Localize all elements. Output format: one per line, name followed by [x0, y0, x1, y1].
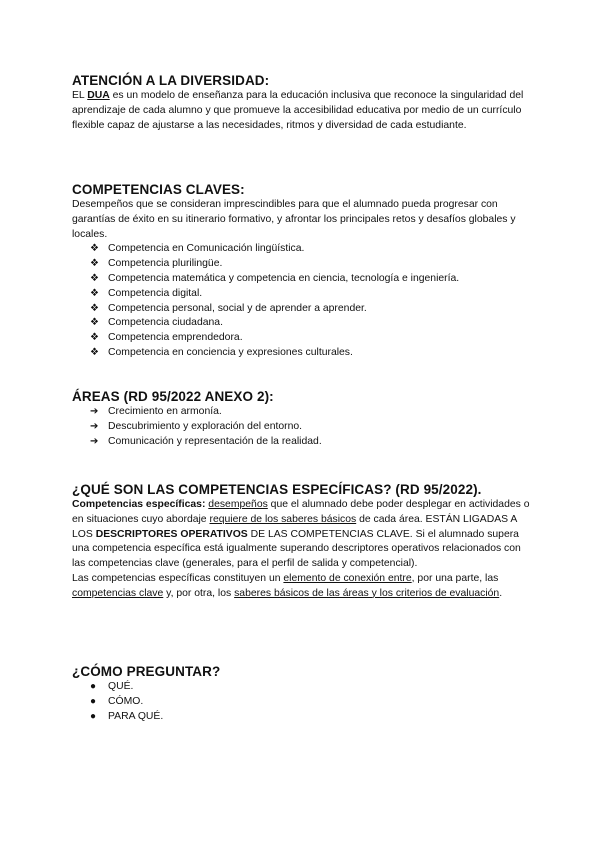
list-item: [90, 242, 532, 257]
dot-bullet-icon: ●: [90, 681, 97, 692]
section-title: ATENCIÓN A LA DIVERSIDAD:: [72, 73, 270, 88]
bold-run: Competencias específicas:: [72, 499, 206, 510]
section-como-preguntar: [72, 663, 532, 724]
list-item: [90, 405, 532, 420]
list-item-text: Competencia digital.: [108, 287, 203, 299]
list-item-text: Competencia en Comunicación lingüística.: [108, 243, 305, 255]
list-item: [90, 680, 532, 695]
diamond-bullet-icon: ❖: [90, 317, 99, 329]
preguntar-list: [72, 680, 532, 724]
list-item-text: Competencia matemática y competencia en ciencia, tecnología e ingeniería.: [108, 272, 460, 284]
dua-term: DUA: [87, 90, 110, 101]
section-diversidad: [72, 72, 532, 133]
arrow-bullet-icon: ➔: [90, 435, 99, 447]
dot-bullet-icon: ●: [90, 695, 97, 707]
list-item: [90, 346, 532, 361]
diamond-bullet-icon: ❖: [90, 346, 99, 358]
section-title: ¿CÓMO PREGUNTAR?: [72, 664, 221, 679]
list-item: [90, 710, 532, 725]
list-item-text: Competencia personal, social y de aprender a aprender.: [108, 302, 367, 314]
list-item: [90, 435, 532, 450]
list-item-text: CÓMO.: [108, 695, 144, 707]
especificas-paragraph-1: [72, 498, 532, 572]
list-item: [90, 302, 532, 317]
underlined-run: elemento de conexión entre: [283, 572, 412, 584]
dot-bullet-icon: ●: [90, 710, 97, 722]
section-competencias-especificas: [72, 481, 532, 602]
section-title: COMPETENCIAS CLAVES:: [72, 182, 245, 197]
text-run: es un modelo de enseñanza para la educación inclusiva que reconoce la singularidad del aprendizaje de cada alumno y que promueve la accesibilidad educativa por medio de un currículo flexible capaz de ajustarse a las necesidades, ritmos y diversidad de cada estudiante.: [72, 90, 524, 131]
text-run: que el alumnado debe poder desplegar en actividades o en situaciones cuyo abordaje: [72, 499, 530, 525]
list-item: [90, 420, 532, 435]
list-item-text: Competencia ciudadana.: [108, 317, 223, 329]
bold-run: DESCRIPTORES OPERATIVOS: [95, 528, 248, 540]
diamond-bullet-icon: ❖: [90, 332, 99, 344]
diamond-bullet-icon: ❖: [90, 302, 99, 314]
underlined-run: desempeños: [208, 499, 268, 510]
text-run: de cada área. ESTÁN LIGADAS A LOS: [72, 513, 517, 540]
section-title: ÁREAS (RD 95/2022 ANEXO 2):: [72, 389, 274, 404]
list-item-text: Competencia plurilingüe.: [108, 258, 223, 270]
list-item-text: QUÉ.: [108, 681, 134, 692]
dua-paragraph: [72, 89, 532, 133]
list-item-text: Crecimiento en armonía.: [108, 406, 222, 417]
areas-list: [72, 405, 532, 449]
underlined-run: saberes básicos de las áreas y los criterios de evaluación: [234, 587, 500, 599]
arrow-bullet-icon: ➔: [90, 420, 99, 432]
text-run: DE LAS COMPETENCIAS CLAVE. Si el alumnado supera una competencia específica está igualmente superando descriptores operativos relacionados con las competencias clave (generales, para el perfil de salida y competencial).: [72, 528, 521, 570]
text-run: EL: [72, 90, 88, 101]
list-item: [90, 287, 532, 302]
list-item-text: Competencia en conciencia y expresiones culturales.: [108, 346, 353, 358]
list-item-text: PARA QUÉ.: [108, 710, 164, 722]
text-run: y, por otra, los: [163, 587, 235, 599]
intro-paragraph: Desempeños que se consideran imprescindibles para que el alumnado pueda progresar con garantías de éxito en su itinerario formativo, y afrontar los principales retos y desafíos globales y locales.: [72, 199, 516, 240]
list-item: [90, 257, 532, 272]
list-item: [90, 331, 532, 346]
text-run: Las competencias específicas constituyen un: [72, 572, 284, 584]
diamond-bullet-icon: ❖: [90, 272, 99, 284]
underlined-run: requiere de los saberes básicos: [209, 513, 357, 525]
competencias-list: [72, 242, 532, 360]
section-competencias-claves: [72, 181, 532, 361]
section-areas: [72, 388, 532, 449]
section-title: ¿QUÉ SON LAS COMPETENCIAS ESPECÍFICAS? (RD 95/2022).: [72, 482, 482, 497]
list-item-text: Descubrimiento y exploración del entorno.: [108, 420, 303, 432]
especificas-paragraph-2: [72, 572, 532, 602]
list-item-text: Competencia emprendedora.: [108, 332, 243, 344]
list-item: [90, 316, 532, 331]
list-item: [90, 272, 532, 287]
text-run: .: [499, 587, 503, 599]
list-item: [90, 695, 532, 710]
diamond-bullet-icon: ❖: [90, 243, 99, 255]
text-run: , por una parte, las: [411, 572, 499, 584]
list-item-text: Comunicación y representación de la realidad.: [108, 435, 322, 447]
arrow-bullet-icon: ➔: [90, 406, 99, 417]
diamond-bullet-icon: ❖: [90, 258, 99, 270]
diamond-bullet-icon: ❖: [90, 287, 99, 299]
underlined-run: competencias clave: [72, 587, 164, 599]
